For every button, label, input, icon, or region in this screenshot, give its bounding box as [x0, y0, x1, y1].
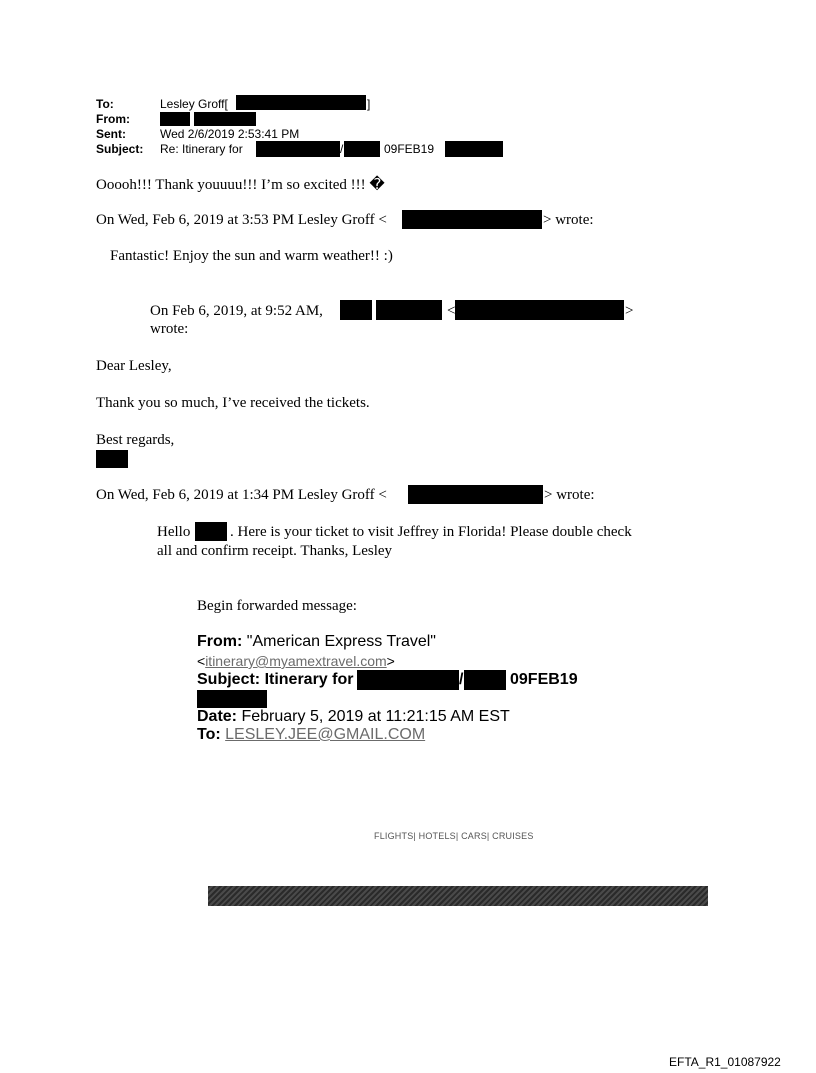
to-value: Lesley Groff[ [160, 97, 228, 111]
fwd-subject-date: 09FEB19 [510, 671, 578, 688]
fwd-date-value: February 5, 2019 at 11:21:15 AM EST [241, 708, 510, 725]
redaction-block [344, 141, 380, 157]
redaction-block [376, 300, 442, 320]
quote-header-2-wrote: wrote: [150, 321, 189, 337]
hello-word: Hello [157, 524, 191, 540]
subject-slash: / [340, 142, 344, 156]
fwd-email-lt: < [197, 653, 206, 669]
redaction-block [455, 300, 624, 320]
fwd-subject-slash: / [459, 671, 464, 688]
fwd-from-email-link[interactable]: itinerary@myamextravel.com [205, 653, 387, 669]
reply-line: Ooooh!!! Thank youuuu!!! I’m so excited !!! � [96, 177, 385, 193]
sent-value: Wed 2/6/2019 2:53:41 PM [160, 127, 300, 141]
fwd-date-line [197, 708, 510, 726]
redaction-block [160, 112, 190, 126]
sent-label: Sent: [96, 127, 126, 141]
redaction-block [340, 300, 372, 320]
fwd-to-email-link[interactable]: LESLEY.JEE@GMAIL.COM [225, 726, 426, 743]
fwd-from-value: "American Express Travel" [246, 633, 436, 650]
to-label: To: [96, 97, 114, 111]
redaction-block [256, 141, 340, 157]
subject-date: 09FEB19 [384, 142, 435, 156]
fwd-to-line [197, 726, 425, 744]
subject-prefix: Re: Itinerary for [160, 142, 243, 156]
hello-text: . Here is your ticket to visit Jeffrey in Florida! Please double check [230, 524, 632, 540]
quote-header-2-prefix: On Feb 6, 2019, at 9:52 AM, [150, 303, 323, 319]
fantastic-line: Fantastic! Enjoy the sun and warm weather!! :) [110, 248, 393, 264]
fwd-date-label: Date: [197, 708, 238, 725]
hello-text-line2: all and confirm receipt. Thanks, Lesley [157, 543, 393, 559]
redaction-block [236, 95, 366, 110]
document-id: EFTA_R1_01087922 [669, 1055, 781, 1069]
fwd-subject-label: Subject: Itinerary for [197, 671, 354, 688]
quote-header-2-lt: < [447, 303, 456, 319]
redaction-block [197, 690, 267, 708]
quote-header-3-suffix: > wrote: [544, 487, 595, 503]
redaction-block [194, 112, 256, 126]
from-label: From: [96, 112, 130, 126]
to-bracket: ] [367, 97, 371, 111]
amex-nav-links[interactable]: FLIGHTS| HOTELS| CARS| CRUISES [374, 831, 534, 841]
redaction-block [96, 450, 128, 468]
redaction-block [445, 141, 503, 157]
fwd-to-label: To: [197, 726, 221, 743]
forwarded-intro: Begin forwarded message: [197, 598, 357, 614]
redaction-block [408, 485, 543, 504]
redaction-block [357, 670, 459, 690]
quote-header-1-suffix: > wrote: [543, 212, 594, 228]
thanks-line: Thank you so much, I’ve received the tickets. [96, 395, 370, 411]
fwd-from-line [197, 633, 436, 651]
fwd-from-email-line [197, 653, 395, 669]
signoff: Best regards, [96, 432, 175, 448]
redaction-block [402, 210, 542, 229]
redaction-block [464, 670, 506, 690]
quote-header-3-prefix: On Wed, Feb 6, 2019 at 1:34 PM Lesley Groff < [96, 487, 387, 503]
fwd-email-gt: > [386, 653, 395, 669]
subject-label: Subject: [96, 142, 144, 156]
quote-header-2-gt: > [625, 303, 634, 319]
quote-header-1-prefix: On Wed, Feb 6, 2019 at 3:53 PM Lesley Groff < [96, 212, 387, 228]
redacted-banner-image [208, 886, 708, 906]
redaction-block [195, 522, 227, 541]
greeting: Dear Lesley, [96, 358, 172, 374]
fwd-from-label: From: [197, 633, 243, 650]
